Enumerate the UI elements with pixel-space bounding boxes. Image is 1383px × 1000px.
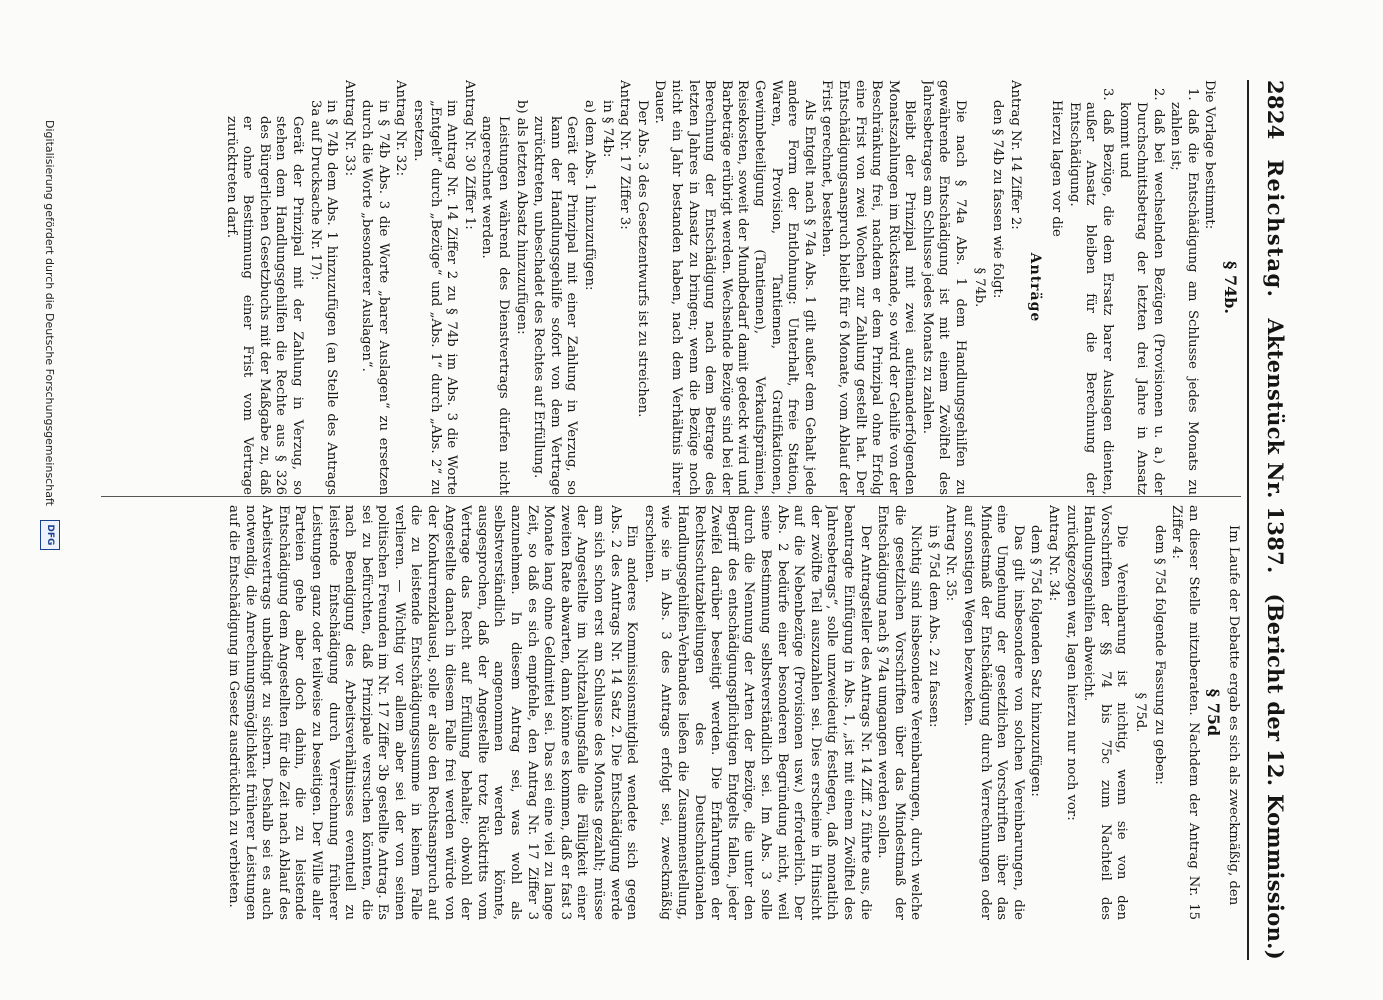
text-paragraph: dem § 75d folgende Fassung zu geben: xyxy=(1151,525,1167,785)
text-paragraph: Der Antragsteller des Antrags Nr. 14 Ziff. 2 führte aus, die beantragte Einfügung in Abs. 1, „ist mit einem Zwölftel des Jahresbetrags“, solle unzweideutig festlegen, daß monatlich der zwölfte Teil auszuzahlen sei. Dies erscheine in Hinsicht auf die Nebenbezüge (Provisionen usw.) erforderlich. Der Abs. 2 bedürfe einer besonderen Begründung nicht, weil seine Bestimmung selbstverständlich sei. Im Abs. 3 solle durch die Nennung der Arten der Bezüge, die unter den Begriff des entschädigungspflichtigen Entgelts fallen, jeder Zweifel darüber beseitigt werden. Die Erfahrungen der Rechtsschutzabteilungen des Deutschnationalen Handlungsgehilfen-Verbandes ließen die Zusammenstellung, wie sie in Abs. 3 des Antrags erfolgt sei, zweckmäßig erscheinen. xyxy=(641,505,873,920)
text-paragraph: zurückgezogen war, lagen hierzu nur noch vor: xyxy=(1063,505,1079,821)
page-footer xyxy=(20,120,80,920)
text-paragraph: im Antrag Nr. 14 Ziffer 2 zu § 74b im Abs. 3 die Worte „Entgelt“ durch „Bezüge“ und „Abs. 1“ durch „Abs. 2“ zu ersetzen. xyxy=(411,100,460,495)
text-paragraph: b) als letzten Absatz hinzuzufügen: xyxy=(513,100,529,335)
text-paragraph: an dieser Stelle mitzuberaten. Nachdem der Antrag Nr. 15 Ziffer 4: xyxy=(1169,505,1201,920)
left-column xyxy=(101,80,1241,495)
page-header xyxy=(1252,80,1288,960)
section-heading: § 74b. xyxy=(971,267,987,308)
text-paragraph: Bleibt der Prinzipal mit zwei aufeinanderfolgenden Monatszahlungen im Rückstande, so wird der Gehilfe von der Beschränkung frei, nachdem er dem Prinzipal ohne Erfolg eine Frist von zwei Wochen zur Zahlung gestellt hat. Der Entschädigungsanspruch bleibt für 6 Monate, vom Ablauf der Frist gerechnet, bestehen. xyxy=(819,80,918,495)
dfg-logo: DFG xyxy=(40,520,60,550)
text-paragraph: Gerät der Prinzipal mit einer Zahlung in Verzug, so kann der Handlungsgehilfe sofort von dem Vertrage zurücktreten, unbeschadet des Rechtes auf Erfüllung. xyxy=(531,116,580,495)
text-paragraph: Nichtig sind insbesondere Vereinbarungen, durch welche die gesetzlichen Vorschriften über das Mindestmaß der Entschädigung nach § 74a umgangen werden sollen. xyxy=(875,505,924,920)
text-paragraph: Antrag Nr. 32: xyxy=(393,80,409,177)
subheading: Anträge xyxy=(1027,252,1044,323)
header-rule xyxy=(1247,80,1249,960)
text-paragraph: Der Abs. 3 des Gesetzentwurfs ist zu streichen. xyxy=(634,100,650,418)
text-paragraph: Antrag Nr. 35: xyxy=(943,505,959,602)
text-paragraph: 2. daß bei wechselnden Bezügen (Provisionen u. a.) der Durchschnittsbetrag der letzten drei Jahre in Ansatz kommt und xyxy=(1117,88,1166,495)
section-heading: § 75d. xyxy=(1133,692,1149,733)
text-paragraph: Gerät der Prinzipal mit der Zahlung in Verzug, so stehen dem Handlungsgehilfen die Rechte aus § 326 des Bürgerlichen Gesetzbuchs mit der Maßgabe zu, daß er ohne Bestimmung einer Frist vom Vertrage zurücktreten darf. xyxy=(223,116,305,495)
text-paragraph: Als Entgelt nach § 74a Abs. 1 gilt außer dem Gehalt jede andere Form der Entlohnung: Unterhalt, freie Station, Waren, Provision, Tantiemen, Gratifikationen, Gewinnbeteiligung (Tantiemen), Verkaufsprämien, Reisekosten, soweit der Mundbedarf damit gedeckt wird und Barbeträge erübrigt werden. Wechselnde Bezüge sind bei der Berechnung der Entschädigung nach dem Betrage des letzten Jahres in Ansatz zu bringen; wenn die Bezüge noch nicht ein Jahr bestanden haben, nach dem Verhältnis ihrer Dauer. xyxy=(652,80,817,495)
text-paragraph: Antrag Nr. 34: xyxy=(1046,505,1062,602)
section-heading: § 75d xyxy=(1204,688,1224,737)
section-reference: (Bericht der 12. Kommission.) xyxy=(1263,593,1288,960)
text-paragraph: Die Vorlage bestimmt: xyxy=(1202,80,1218,230)
document-reference: Aktenstück Nr. 1387. xyxy=(1263,318,1288,574)
text-paragraph: 1. daß die Entschädigung am Schlusse jedes Monats zu zahlen ist; xyxy=(1168,88,1200,495)
text-paragraph: Das gilt insbesondere von solchen Vereinbarungen, die eine Umgehung der gesetzlichen Vorschriften über das Mindestmaß der Entschädigung durch Verrechnungen oder auf sonstigen Wegen bezwecken. xyxy=(961,505,1026,920)
text-paragraph: 3. daß Bezüge, die dem Ersatz barer Auslagen dienten, außer Ansatz bleiben für die Berechnung der Entschädigung. xyxy=(1066,88,1115,495)
text-paragraph: Die nach § 74a Abs. 1 dem Handlungsgehilfen zu gewährende Entschädigung ist mit einem Zwölftel des Jahresbetrages am Schlusse jedes Monats zu zahlen. xyxy=(919,80,969,495)
text-paragraph: Antrag Nr. 33: xyxy=(341,80,357,177)
right-column xyxy=(101,505,1241,920)
text-paragraph: in § 74b: xyxy=(599,100,615,158)
text-paragraph: Ein anderes Kommissionsmitglied wendete sich gegen Abs. 2 des Antrags Nr. 14 Satz 2. Die Entschädigung werde am sich schon erst am Schlusse des Monats gezahlt; müsse der Angestellte im Nichtzahlungsfalle die Fälligkeit einer zweiten Rate abwarten, dann könne es kommen, daß er fast 3 Monate lang ohne Geldmittel sei. Das sei eine viel zu lange Zeit, so daß es sich empfehle, den Antrag Nr. 17 Ziffer 3 anzunehmen. In diesem Antrag sei, was wohl als selbstverständlich angenommen werden könnte, ausgesprochen, daß der Angestellte trotz Rücktritts vom Vertrage das Recht auf Erfüllung behalte; obwohl der Angestellte danach in diesem Falle frei werden würde von der Konkurrenzklausel, solle er also den Rechtsanspruch auf die zu leistende Entschädigungssumme in keinem Falle verlieren. — Wichtig vor allem aber sei der von seinen politischen Freunden im Nr. 17 Ziffer 3b gestellte Antrag. Es sei zu befürchten, daß Prinzipale versuchen könnten, die nach Beendigung des Arbeitsverhältnisses eventuell zu leistende Entschädigung durch Verrechnung früherer Leistungen ganz oder teilweise zu beseitigen. Der Wille aller Parteien gehe aber doch dahin, die zu leistende Entschädigung dem Angestellten für die Zeit nach Ablauf des Arbeitsvertrags unbedingt zu sichern. Deshalb sei es auch notwendig, die Anrechnungsmöglichkeit früherer Leistungen auf die Entschädigung im Gesetz ausdrücklich zu verbieten. xyxy=(225,505,640,920)
text-paragraph: den § 74b zu fassen wie folgt: xyxy=(990,100,1006,299)
section-heading: § 74b. xyxy=(1221,261,1240,314)
text-paragraph: Leistungen während des Dienstvertrags dürfen nicht angerechnet werden. xyxy=(479,116,512,495)
publication-title: Reichstag. xyxy=(1263,159,1288,299)
text-paragraph: Die Vereinbarung ist nichtig, wenn sie von den Vorschriften der §§ 74 bis 75c zum Nachteil des Handlungsgehilfen abweicht. xyxy=(1081,505,1130,920)
text-paragraph: in § 74b dem Abs. 1 hinzuzufügen (an Stelle des Antrags 3a auf Drucksache Nr. 17): xyxy=(307,100,340,495)
column-divider xyxy=(101,496,1241,497)
text-paragraph: Im Laufe der Debatte ergab es sich als zweckmäßig, den xyxy=(1226,525,1241,906)
text-paragraph: in § 74b Abs. 3 die Worte „barer Auslagen“ zu ersetzen durch die Worte „besonderer Auslagen“. xyxy=(359,100,391,495)
text-paragraph: Antrag Nr. 30 Ziffer 1: xyxy=(461,80,477,230)
text-paragraph: dem § 75d folgenden Satz hinzuzufügen: xyxy=(1028,525,1044,797)
text-paragraph: in § 75d dem Abs. 2 zu fassen: xyxy=(925,525,941,728)
text-paragraph: Hierzu lagen vor die xyxy=(1049,100,1065,237)
text-paragraph: Antrag Nr. 14 Ziffer 2: xyxy=(1007,80,1023,230)
page-number: 2824 xyxy=(1263,80,1288,140)
digitization-credit: Digitalisierung gefördert durch die Deutsche Forschungsgemeinschaft xyxy=(43,120,57,506)
text-paragraph: a) dem Abs. 1 hinzuzufügen: xyxy=(582,100,598,291)
text-paragraph: Antrag Nr. 17 Ziffer 3: xyxy=(617,80,633,230)
